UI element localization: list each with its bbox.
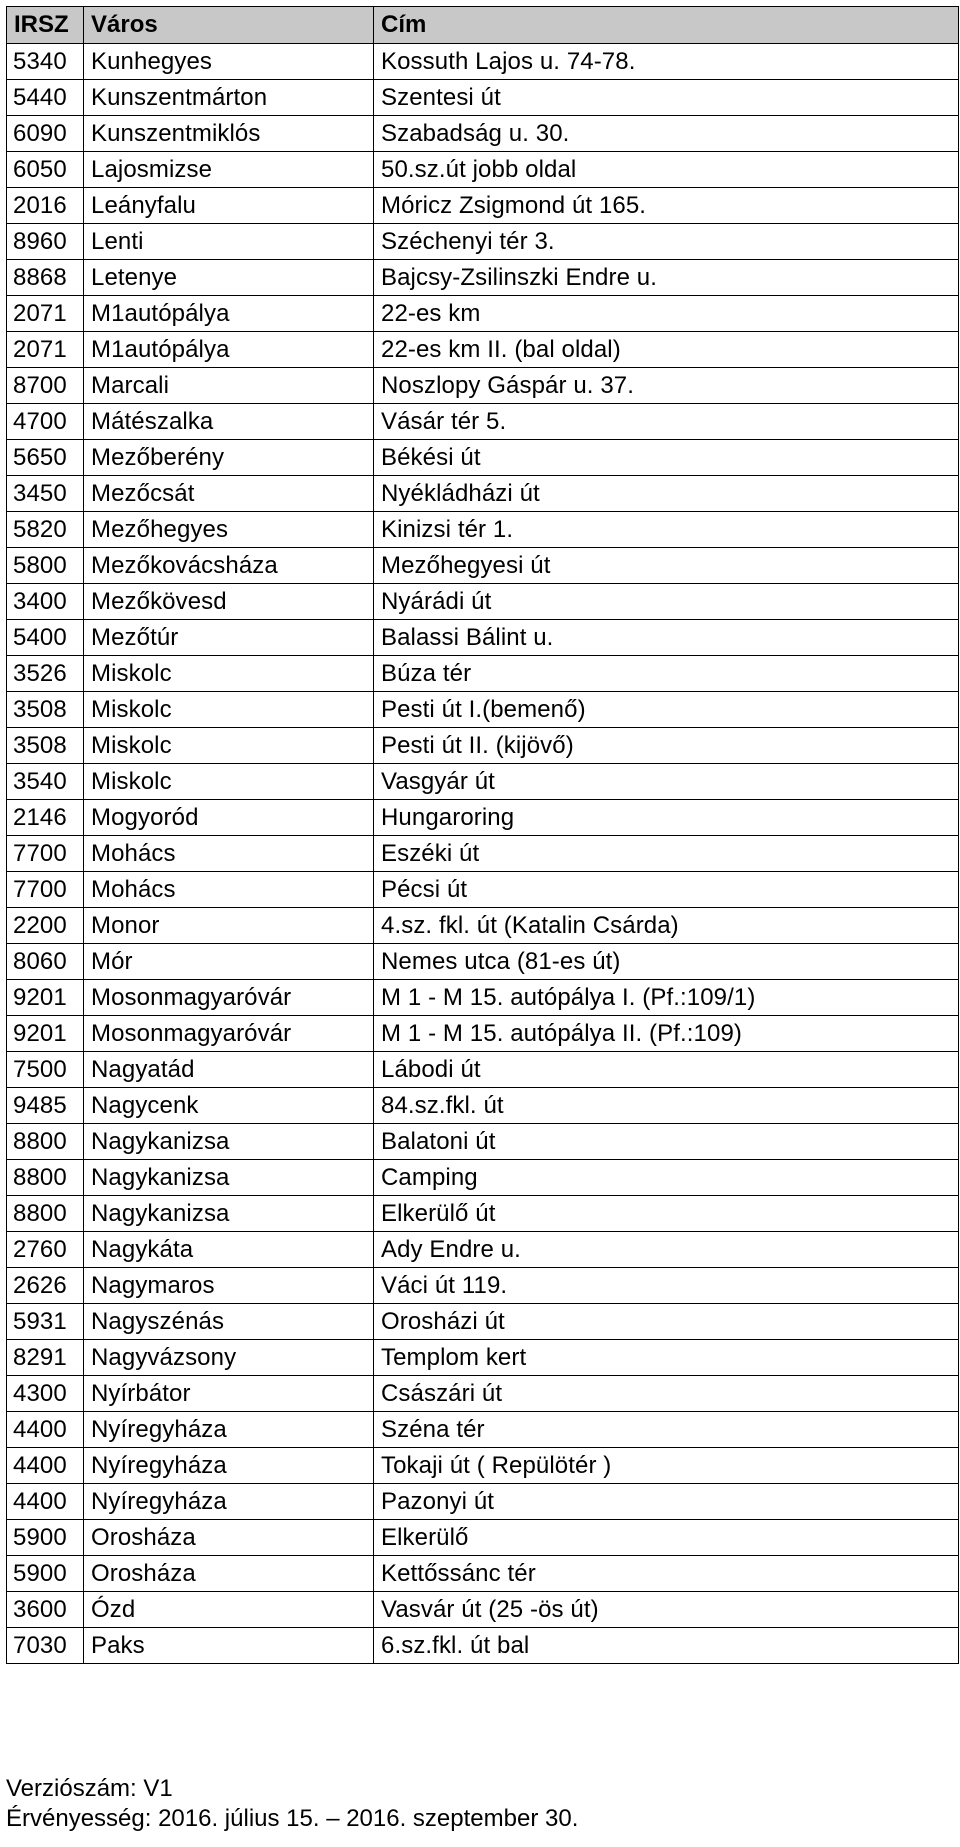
cell-cim: Szabadság u. 30. <box>374 116 959 152</box>
cell-cim: Szentesi út <box>374 80 959 116</box>
cell-varos: Nyíregyháza <box>84 1412 374 1448</box>
cell-cim: Hungaroring <box>374 800 959 836</box>
cell-irsz: 6090 <box>7 116 84 152</box>
cell-varos: Miskolc <box>84 656 374 692</box>
cell-cim: Templom kert <box>374 1340 959 1376</box>
cell-varos: Mohács <box>84 836 374 872</box>
cell-cim: Kossuth Lajos u. 74-78. <box>374 44 959 80</box>
table-row <box>7 656 959 692</box>
cell-irsz: 8700 <box>7 368 84 404</box>
cell-irsz: 6050 <box>7 152 84 188</box>
cell-varos: Lajosmizse <box>84 152 374 188</box>
table-row <box>7 1484 959 1520</box>
table-row <box>7 332 959 368</box>
cell-irsz: 2071 <box>7 332 84 368</box>
cell-cim: Camping <box>374 1160 959 1196</box>
cell-varos: Nagykanizsa <box>84 1196 374 1232</box>
cell-cim: Noszlopy Gáspár u. 37. <box>374 368 959 404</box>
cell-cim: Pécsi út <box>374 872 959 908</box>
cell-irsz: 8800 <box>7 1160 84 1196</box>
cell-varos: Nagymaros <box>84 1268 374 1304</box>
cell-varos: Lenti <box>84 224 374 260</box>
header-row <box>7 7 959 44</box>
cell-cim: 50.sz.út jobb oldal <box>374 152 959 188</box>
cell-cim: Nyárádi út <box>374 584 959 620</box>
cell-cim: Pesti út I.(bemenő) <box>374 692 959 728</box>
cell-varos: Nyíregyháza <box>84 1448 374 1484</box>
cell-irsz: 9485 <box>7 1088 84 1124</box>
cell-varos: Mogyoród <box>84 800 374 836</box>
cell-varos: Paks <box>84 1628 374 1664</box>
cell-cim: 4.sz. fkl. út (Katalin Csárda) <box>374 908 959 944</box>
cell-irsz: 4400 <box>7 1448 84 1484</box>
cell-varos: Kunhegyes <box>84 44 374 80</box>
cell-cim: Széchenyi tér 3. <box>374 224 959 260</box>
version-text: Verziószám: V1 <box>6 1775 173 1802</box>
table-row <box>7 368 959 404</box>
table-row <box>7 872 959 908</box>
cell-irsz: 5440 <box>7 80 84 116</box>
table-row <box>7 1448 959 1484</box>
cell-varos: Mezőkövesd <box>84 584 374 620</box>
cell-cim: Balatoni út <box>374 1124 959 1160</box>
cell-varos: Miskolc <box>84 764 374 800</box>
cell-cim: M 1 - M 15. autópálya I. (Pf.:109/1) <box>374 980 959 1016</box>
cell-varos: Leányfalu <box>84 188 374 224</box>
cell-irsz: 5400 <box>7 620 84 656</box>
table-row <box>7 908 959 944</box>
table-row <box>7 1124 959 1160</box>
cell-irsz: 3450 <box>7 476 84 512</box>
cell-varos: Ózd <box>84 1592 374 1628</box>
cell-irsz: 2626 <box>7 1268 84 1304</box>
cell-varos: Nagyszénás <box>84 1304 374 1340</box>
cell-irsz: 4400 <box>7 1484 84 1520</box>
cell-cim: Vasvár út (25 -ös út) <box>374 1592 959 1628</box>
cell-irsz: 3400 <box>7 584 84 620</box>
cell-varos: Mezőkovácsháza <box>84 548 374 584</box>
cell-cim: Kinizsi tér 1. <box>374 512 959 548</box>
cell-irsz: 8800 <box>7 1124 84 1160</box>
table-row <box>7 980 959 1016</box>
cell-cim: Vasgyár út <box>374 764 959 800</box>
cell-irsz: 8960 <box>7 224 84 260</box>
table-row <box>7 620 959 656</box>
cell-irsz: 9201 <box>7 980 84 1016</box>
cell-irsz: 5800 <box>7 548 84 584</box>
validity-text: Érvényesség: 2016. július 15. – 2016. szeptember 30. <box>6 1805 579 1832</box>
table-row <box>7 44 959 80</box>
table-row <box>7 1196 959 1232</box>
cell-varos: Orosháza <box>84 1520 374 1556</box>
column-header-varos: Város <box>84 7 374 44</box>
cell-varos: Miskolc <box>84 692 374 728</box>
cell-cim: Széna tér <box>374 1412 959 1448</box>
table-row <box>7 800 959 836</box>
cell-cim: Bajcsy-Zsilinszki Endre u. <box>374 260 959 296</box>
table-row <box>7 116 959 152</box>
cell-varos: Nagykanizsa <box>84 1124 374 1160</box>
cell-cim: Váci út 119. <box>374 1268 959 1304</box>
cell-irsz: 2200 <box>7 908 84 944</box>
cell-irsz: 5900 <box>7 1520 84 1556</box>
cell-cim: Tokaji út ( Repülötér ) <box>374 1448 959 1484</box>
table-row <box>7 476 959 512</box>
table-row <box>7 152 959 188</box>
cell-cim: Mezőhegyesi út <box>374 548 959 584</box>
table-row <box>7 1520 959 1556</box>
cell-varos: Orosháza <box>84 1556 374 1592</box>
cell-cim: Búza tér <box>374 656 959 692</box>
table-row <box>7 296 959 332</box>
table-row <box>7 1376 959 1412</box>
cell-irsz: 5900 <box>7 1556 84 1592</box>
table-row <box>7 1016 959 1052</box>
table-row <box>7 80 959 116</box>
table-row <box>7 1052 959 1088</box>
cell-irsz: 2016 <box>7 188 84 224</box>
cell-cim: Pazonyi út <box>374 1484 959 1520</box>
cell-varos: Mohács <box>84 872 374 908</box>
cell-varos: Nagykanizsa <box>84 1160 374 1196</box>
cell-irsz: 3508 <box>7 728 84 764</box>
cell-cim: 22-es km II. (bal oldal) <box>374 332 959 368</box>
cell-varos: Nyíregyháza <box>84 1484 374 1520</box>
cell-irsz: 8868 <box>7 260 84 296</box>
cell-varos: Kunszentmiklós <box>84 116 374 152</box>
cell-irsz: 5340 <box>7 44 84 80</box>
table-row <box>7 1412 959 1448</box>
cell-cim: 6.sz.fkl. út bal <box>374 1628 959 1664</box>
table-header <box>7 7 959 44</box>
table-row <box>7 548 959 584</box>
cell-irsz: 3540 <box>7 764 84 800</box>
cell-varos: Mezőtúr <box>84 620 374 656</box>
table-row <box>7 692 959 728</box>
cell-cim: Eszéki út <box>374 836 959 872</box>
cell-varos: Nagycenk <box>84 1088 374 1124</box>
cell-irsz: 8060 <box>7 944 84 980</box>
cell-cim: Lábodi út <box>374 1052 959 1088</box>
cell-irsz: 3508 <box>7 692 84 728</box>
table-row <box>7 1592 959 1628</box>
table-row <box>7 1556 959 1592</box>
table-row <box>7 1160 959 1196</box>
table-row <box>7 1268 959 1304</box>
cell-cim: Császári út <box>374 1376 959 1412</box>
cell-varos: Mezőhegyes <box>84 512 374 548</box>
table-row <box>7 1628 959 1664</box>
table-row <box>7 404 959 440</box>
cell-cim: 84.sz.fkl. út <box>374 1088 959 1124</box>
table-row <box>7 260 959 296</box>
cell-irsz: 7030 <box>7 1628 84 1664</box>
table-row <box>7 584 959 620</box>
cell-irsz: 5650 <box>7 440 84 476</box>
table-row <box>7 944 959 980</box>
table-row <box>7 512 959 548</box>
cell-irsz: 9201 <box>7 1016 84 1052</box>
cell-varos: Nagyvázsony <box>84 1340 374 1376</box>
address-sheet <box>6 6 954 1664</box>
table-row <box>7 1232 959 1268</box>
cell-varos: Nagykáta <box>84 1232 374 1268</box>
cell-cim: Kettőssánc tér <box>374 1556 959 1592</box>
cell-varos: Nyírbátor <box>84 1376 374 1412</box>
cell-cim: Móricz Zsigmond út 165. <box>374 188 959 224</box>
cell-varos: Mezőberény <box>84 440 374 476</box>
column-header-cim: Cím <box>374 7 959 44</box>
cell-varos: Mosonmagyaróvár <box>84 1016 374 1052</box>
cell-varos: Mezőcsát <box>84 476 374 512</box>
table-body <box>7 44 959 1664</box>
cell-varos: Nagyatád <box>84 1052 374 1088</box>
cell-irsz: 8800 <box>7 1196 84 1232</box>
cell-varos: Kunszentmárton <box>84 80 374 116</box>
cell-cim: Orosházi út <box>374 1304 959 1340</box>
cell-cim: Balassi Bálint u. <box>374 620 959 656</box>
column-header-irsz: IRSZ <box>7 7 84 44</box>
cell-cim: Pesti út II. (kijövő) <box>374 728 959 764</box>
table-row <box>7 836 959 872</box>
table-row <box>7 1340 959 1376</box>
cell-varos: Monor <box>84 908 374 944</box>
cell-cim: Békési út <box>374 440 959 476</box>
cell-irsz: 2071 <box>7 296 84 332</box>
table-row <box>7 1088 959 1124</box>
table-row <box>7 764 959 800</box>
address-table <box>6 6 959 1664</box>
cell-irsz: 4300 <box>7 1376 84 1412</box>
cell-varos: M1autópálya <box>84 296 374 332</box>
cell-irsz: 3526 <box>7 656 84 692</box>
cell-irsz: 8291 <box>7 1340 84 1376</box>
cell-irsz: 3600 <box>7 1592 84 1628</box>
cell-irsz: 7700 <box>7 836 84 872</box>
cell-varos: Mosonmagyaróvár <box>84 980 374 1016</box>
cell-irsz: 5931 <box>7 1304 84 1340</box>
cell-cim: Elkerülő út <box>374 1196 959 1232</box>
cell-cim: Elkerülő <box>374 1520 959 1556</box>
cell-cim: Ady Endre u. <box>374 1232 959 1268</box>
cell-cim: Vásár tér 5. <box>374 404 959 440</box>
document-footer <box>6 1774 578 1834</box>
cell-cim: 22-es km <box>374 296 959 332</box>
cell-irsz: 5820 <box>7 512 84 548</box>
cell-cim: M 1 - M 15. autópálya II. (Pf.:109) <box>374 1016 959 1052</box>
cell-irsz: 7500 <box>7 1052 84 1088</box>
cell-varos: Marcali <box>84 368 374 404</box>
cell-varos: M1autópálya <box>84 332 374 368</box>
cell-irsz: 7700 <box>7 872 84 908</box>
cell-varos: Mór <box>84 944 374 980</box>
cell-varos: Mátészalka <box>84 404 374 440</box>
cell-irsz: 4700 <box>7 404 84 440</box>
table-row <box>7 224 959 260</box>
cell-irsz: 4400 <box>7 1412 84 1448</box>
table-row <box>7 1304 959 1340</box>
cell-irsz: 2146 <box>7 800 84 836</box>
cell-varos: Miskolc <box>84 728 374 764</box>
cell-cim: Nemes utca (81-es út) <box>374 944 959 980</box>
cell-cim: Nyékládházi út <box>374 476 959 512</box>
table-row <box>7 440 959 476</box>
cell-irsz: 2760 <box>7 1232 84 1268</box>
table-row <box>7 728 959 764</box>
cell-varos: Letenye <box>84 260 374 296</box>
table-row <box>7 188 959 224</box>
